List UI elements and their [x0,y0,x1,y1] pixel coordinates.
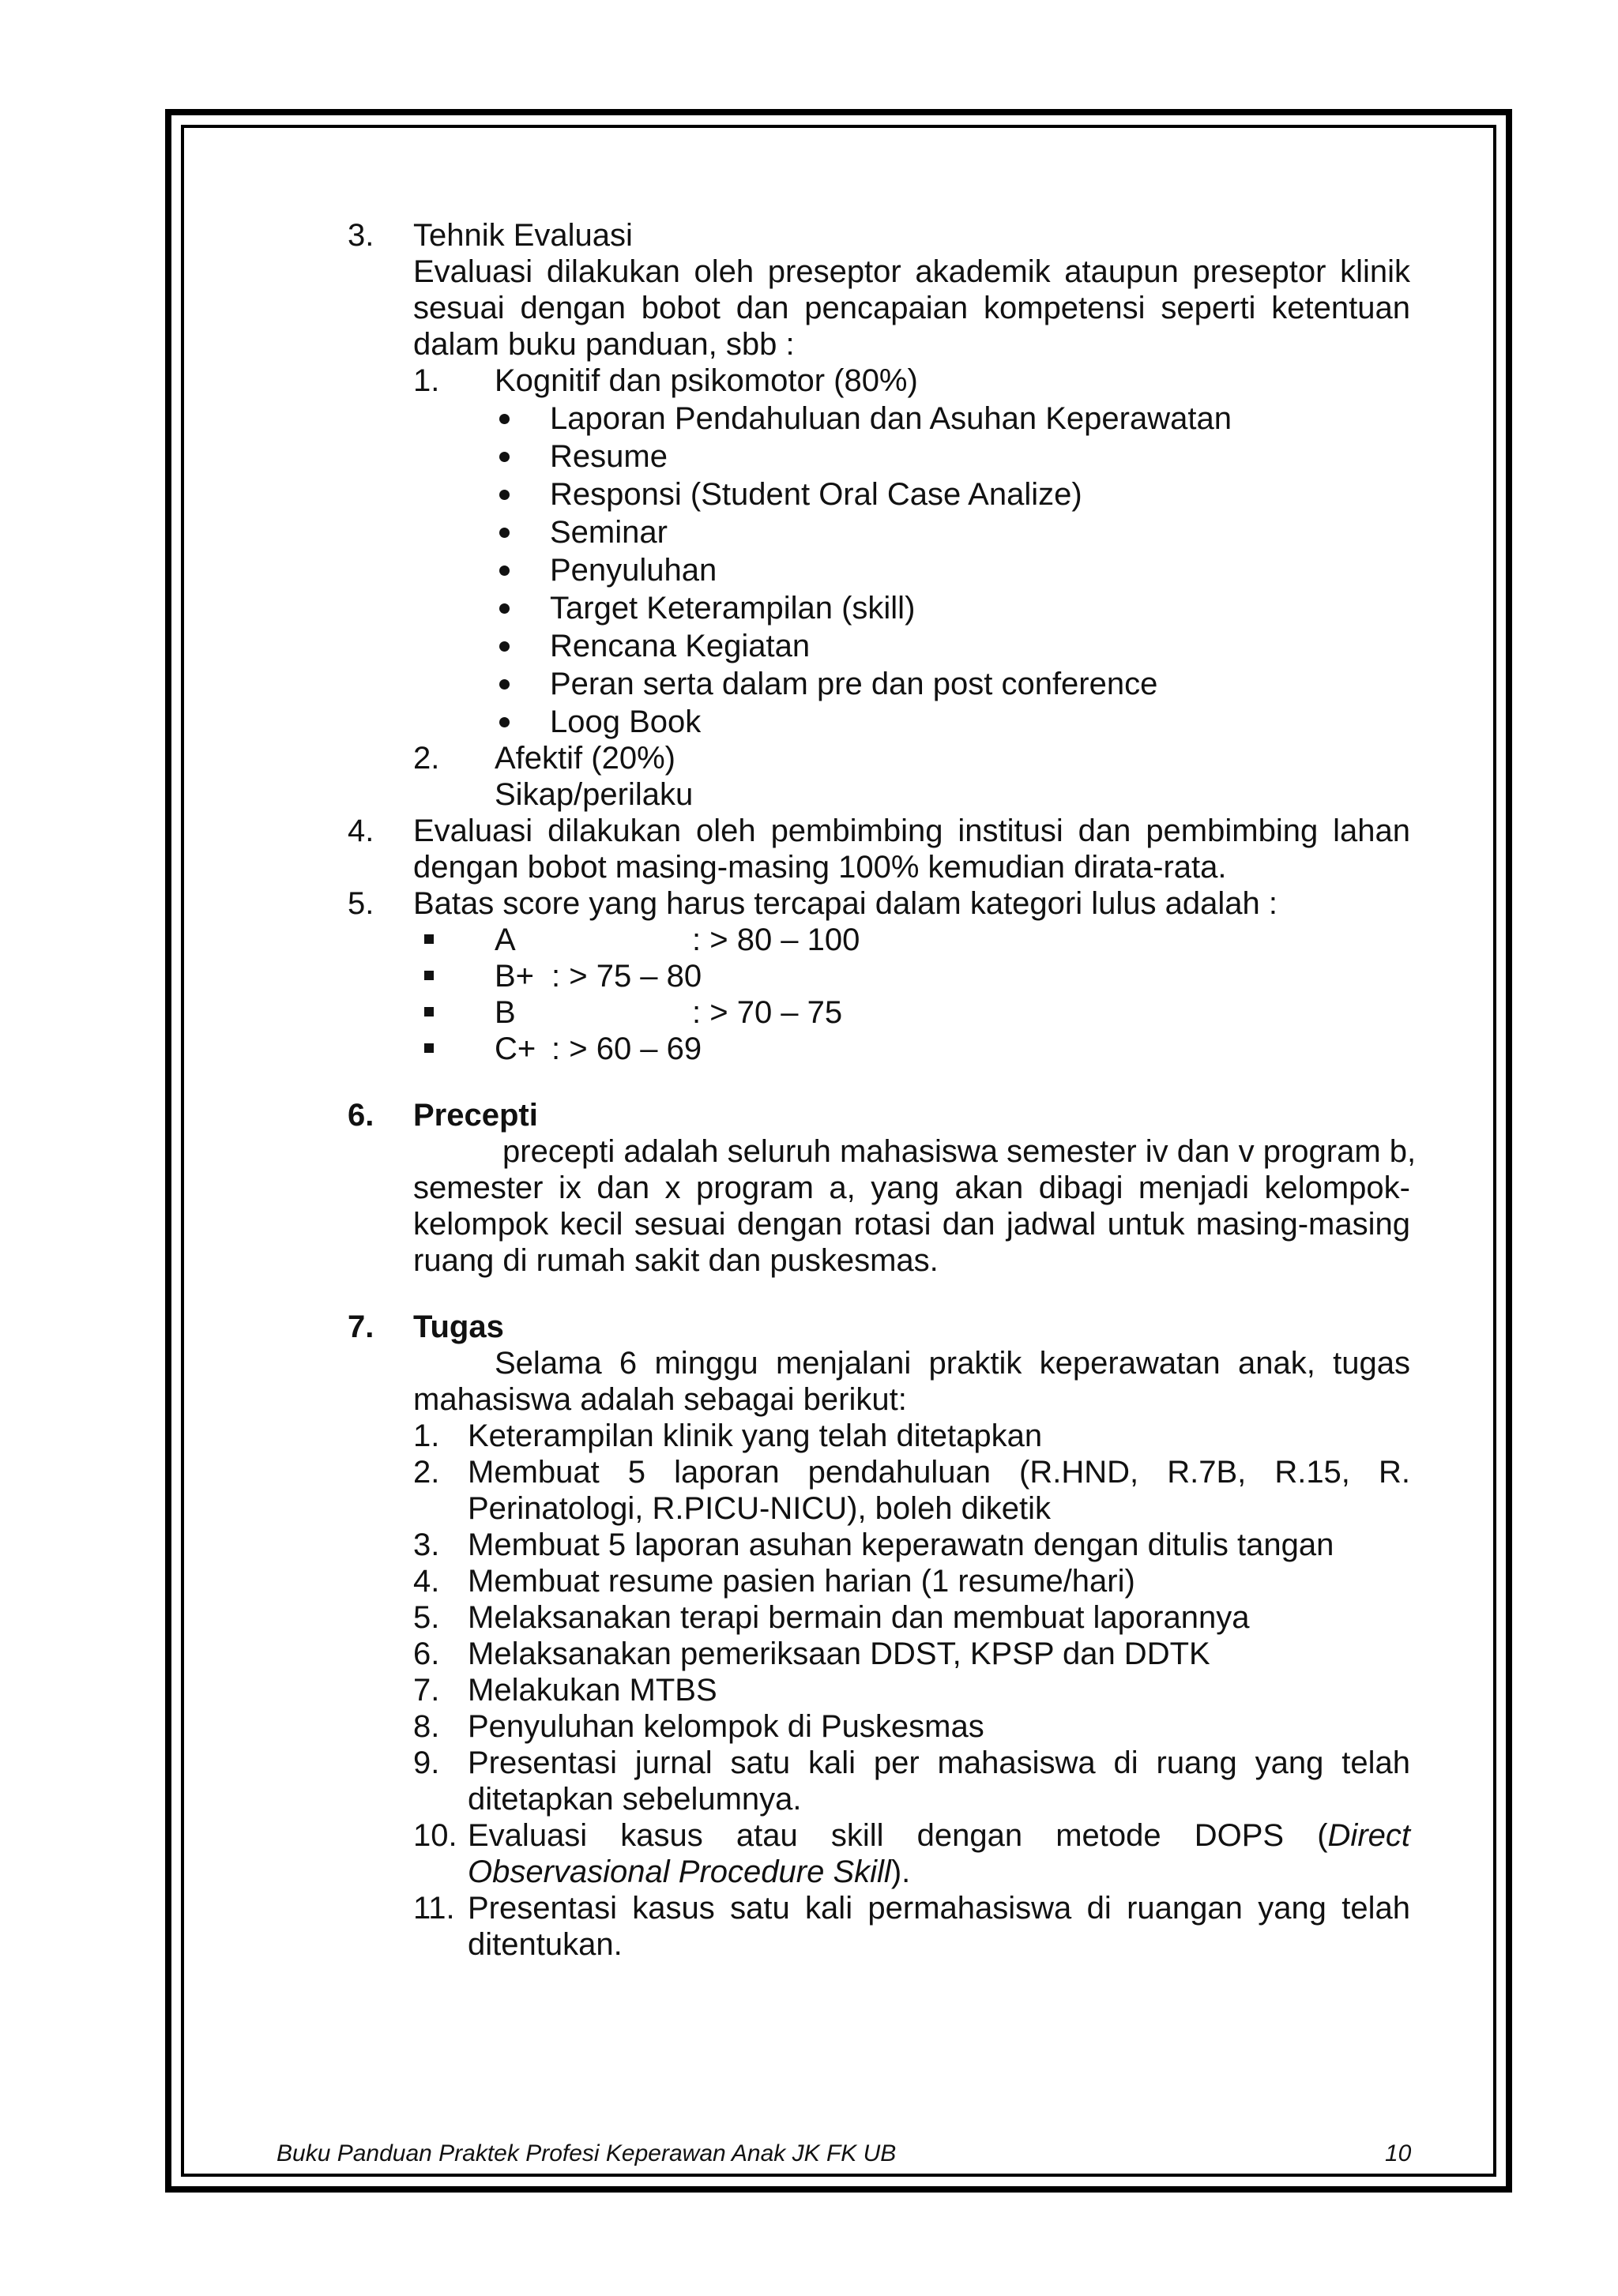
section-6-line-4: ruang di rumah sakit dan puskesmas. [413,1243,939,1278]
task-number: 6. [413,1637,440,1671]
section-7-intro-line-1: Selama 6 minggu menjalani praktik keperawatan anak, tugas [495,1346,1410,1381]
section-6-heading: Precepti [413,1098,538,1133]
task-item-11-line-1: Presentasi kasus satu kali permahasiswa di ruangan yang telah [468,1891,1410,1926]
task-item-11-line-2: ditentukan. [468,1927,623,1962]
task-item-9-line-1: Presentasi jurnal satu kali per mahasiswa di ruang yang telah [468,1745,1410,1780]
task-item-8: Penyuluhan kelompok di Puskesmas [468,1709,984,1744]
bullet-icon [499,566,510,576]
bullet-icon [499,641,510,652]
bullet-icon [499,452,510,462]
section-3-para-line-1: Evaluasi dilakukan oleh preseptor akademik ataupun preseptor klinik [413,254,1410,289]
grade-label: A [495,923,516,957]
footer-page-number: 10 [1385,2140,1412,2166]
bullet-item-4: Seminar [550,515,668,550]
square-bullet-icon [424,1043,434,1053]
section-3-para-line-3: dalam buku panduan, sbb : [413,327,795,362]
task-item-9-line-2: ditetapkan sebelumnya. [468,1782,802,1817]
bullet-icon [499,414,510,424]
section-3-heading: Tehnik Evaluasi [413,218,633,253]
section-4-line-1: Evaluasi dilakukan oleh pembimbing institusi dan pembimbing lahan [413,814,1410,848]
task-number: 10. [413,1818,457,1853]
section-3-number: 3. [348,218,374,253]
section-6-number: 6. [348,1098,374,1133]
task-number: 3. [413,1528,440,1562]
task-item-6: Melaksanakan pemeriksaan DDST, KPSP dan DDTK [468,1637,1210,1671]
bullet-item-7: Rencana Kegiatan [550,629,811,663]
task-number: 1. [413,1419,440,1453]
task-item-10-line-1: Evaluasi kasus atau skill dengan metode DOPS (Direct [468,1818,1410,1853]
bullet-item-9: Loog Book [550,705,702,739]
section-6-line-2: semester ix dan x program a, yang akan dibagi menjadi kelompok- [413,1171,1410,1205]
task-number: 8. [413,1709,440,1744]
task-item-5: Melaksanakan terapi bermain dan membuat laporannya [468,1600,1250,1635]
bullet-item-8: Peran serta dalam pre dan post conference [550,667,1158,701]
section-7-number: 7. [348,1310,374,1344]
sub-2-label: Afektif (20%) [495,741,675,776]
grade-range: : > 80 – 100 [692,923,860,957]
task-number: 5. [413,1600,440,1635]
grade-label: B+ [495,959,535,994]
square-bullet-icon [424,971,434,980]
task-item-4: Membuat resume pasien harian (1 resume/hari) [468,1564,1135,1599]
sub-2-note: Sikap/perilaku [495,777,694,812]
square-bullet-icon [424,934,434,944]
task-number: 11. [413,1891,455,1926]
bullet-item-3: Responsi (Student Oral Case Analize) [550,477,1082,512]
grade-range: : > 60 – 69 [551,1032,702,1066]
grade-range: : > 70 – 75 [692,995,843,1030]
bullet-icon [499,528,510,538]
task-number: 9. [413,1745,440,1780]
bullet-item-1: Laporan Pendahuluan dan Asuhan Keperawatan [550,401,1232,436]
bullet-icon [499,490,510,500]
section-6-line-3: kelompok kecil sesuai dengan rotasi dan jadwal untuk masing-masing [413,1207,1410,1242]
section-7-intro-line-2: mahasiswa adalah sebagai berikut: [413,1382,907,1417]
task-number: 7. [413,1673,440,1708]
task-item-3: Membuat 5 laporan asuhan keperawatn dengan ditulis tangan [468,1528,1334,1562]
task-item-10-line-2: Observasional Procedure Skill). [468,1854,911,1889]
section-5-text: Batas score yang harus tercapai dalam kategori lulus adalah : [413,886,1277,921]
task-item-7: Melakukan MTBS [468,1673,717,1708]
section-4-number: 4. [348,814,374,848]
section-3-para-line-2: sesuai dengan bobot dan pencapaian kompetensi seperti ketentuan [413,291,1410,325]
task-item-2-line-2: Perinatologi, R.PICU-NICU), boleh diketik [468,1491,1052,1526]
sub-2-number: 2. [413,741,440,776]
bullet-item-6: Target Keterampilan (skill) [550,591,916,626]
grade-label: B [495,995,516,1030]
bullet-icon [499,717,510,727]
section-5-number: 5. [348,886,374,921]
footer-title: Buku Panduan Praktek Profesi Keperawan Anak JK FK UB [277,2140,897,2166]
bullet-item-5: Penyuluhan [550,553,717,588]
section-4-line-2: dengan bobot masing-masing 100% kemudian dirata-rata. [413,850,1227,885]
section-7-heading: Tugas [413,1310,504,1344]
task-number: 2. [413,1455,440,1490]
bullet-icon [499,679,510,690]
task-item-1: Keterampilan klinik yang telah ditetapkan [468,1419,1043,1453]
grade-range: : > 75 – 80 [551,959,702,994]
grade-label: C+ [495,1032,536,1066]
sub-1-label: Kognitif dan psikomotor (80%) [495,363,918,398]
task-item-2-line-1: Membuat 5 laporan pendahuluan (R.HND, R.7B, R.15, R. [468,1455,1410,1490]
task-number: 4. [413,1564,440,1599]
square-bullet-icon [424,1007,434,1016]
bullet-item-2: Resume [550,439,668,474]
sub-1-number: 1. [413,363,440,398]
bullet-icon [499,603,510,614]
section-6-line-1: precepti adalah seluruh mahasiswa semester iv dan v program b, [502,1134,1417,1169]
